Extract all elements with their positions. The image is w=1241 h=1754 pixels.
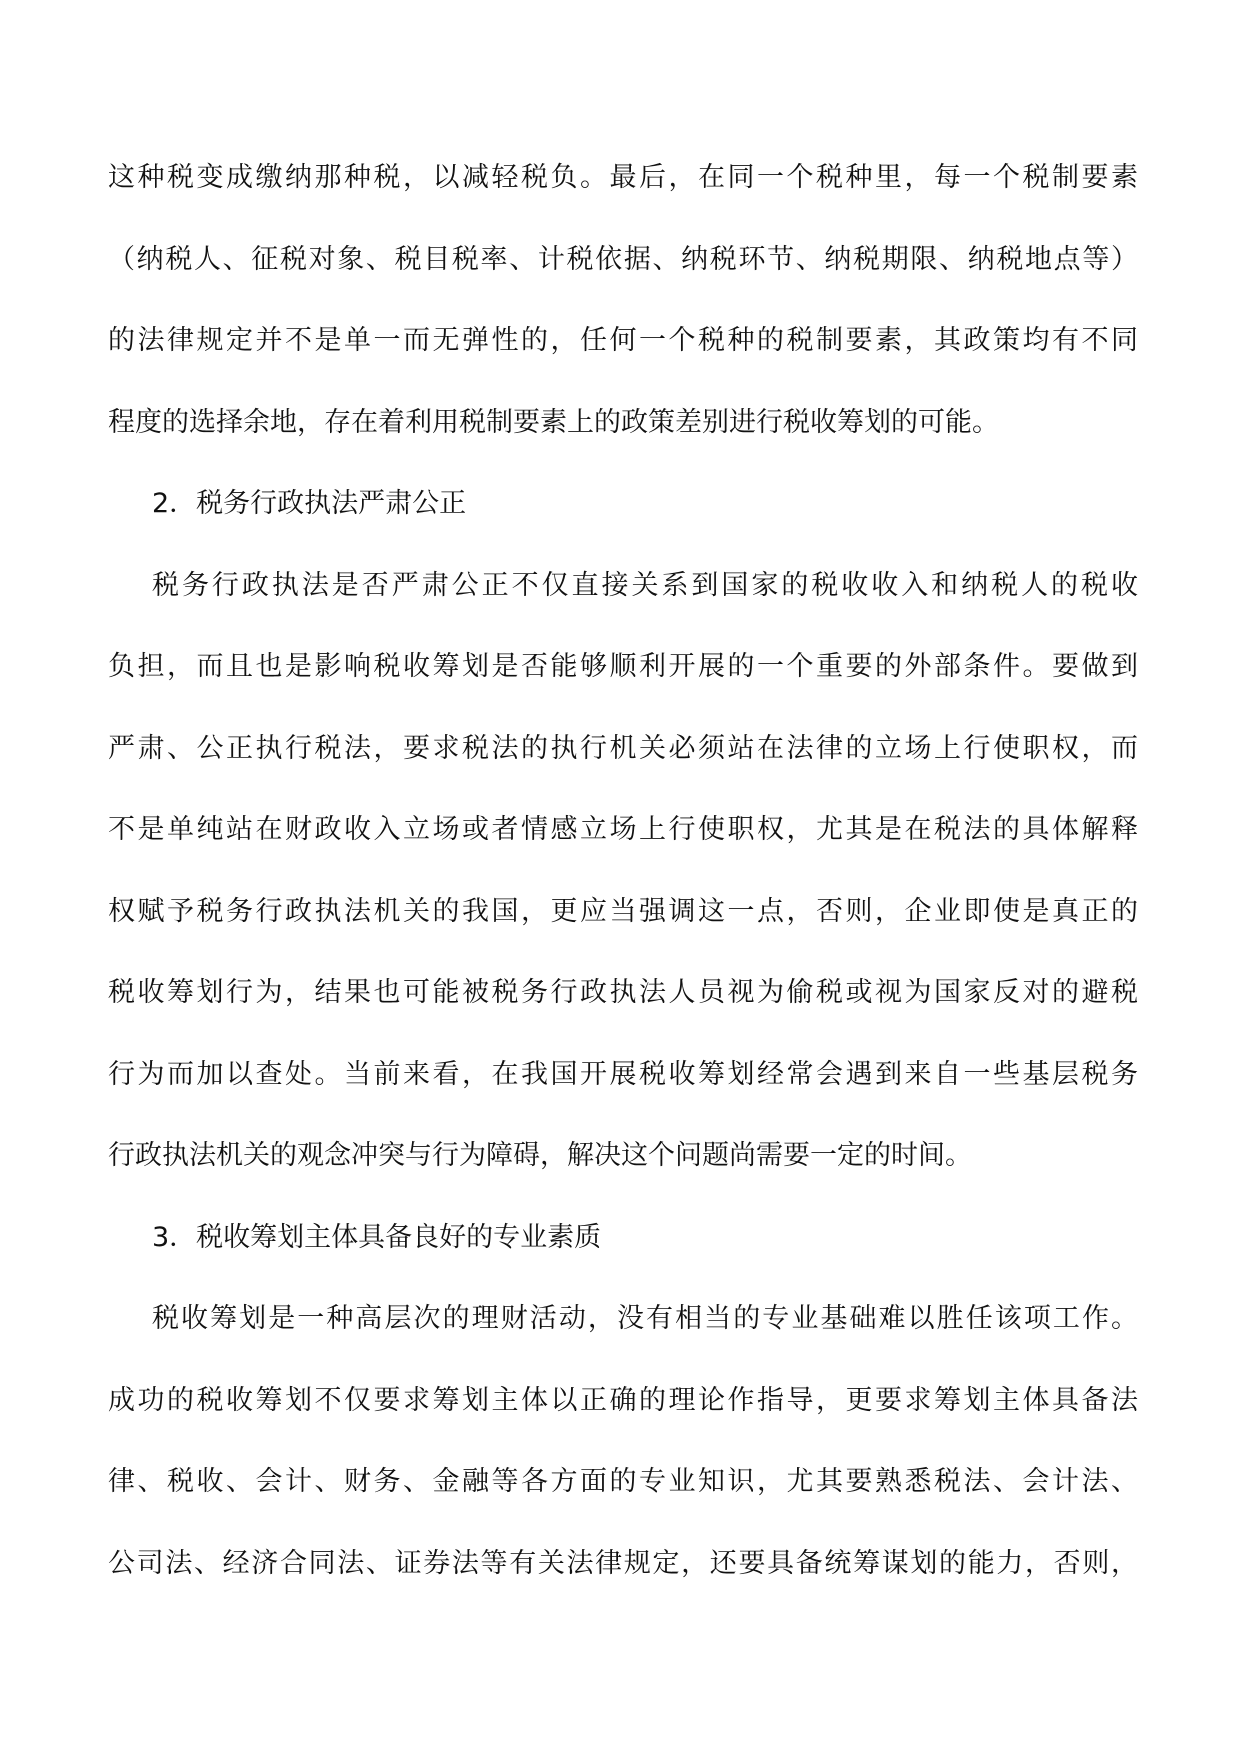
paragraph-line: 行为而加以查处。当前来看，在我国开展税收筹划经常会遇到来自一些基层税务 — [108, 1058, 1138, 1090]
paragraph-line: 成功的税收筹划不仅要求筹划主体以正确的理论作指导，更要求筹划主体具备法 — [108, 1384, 1138, 1416]
paragraph-line: 权赋予税务行政执法机关的我国，更应当强调这一点，否则，企业即使是真正的 — [108, 895, 1138, 927]
paragraph-line: 税收筹划行为，结果也可能被税务行政执法人员视为偷税或视为国家反对的避税 — [108, 977, 1138, 1008]
paragraph-line: 不是单纯站在财政收入立场或者情感立场上行使职权，尤其是在税法的具体解释 — [108, 814, 1138, 845]
paragraph-line: 的法律规定并不是单一而无弹性的，任何一个税种的税制要素，其政策均有不同 — [108, 325, 1138, 356]
paragraph-line: 律、税收、会计、财务、金融等各方面的专业知识，尤其要熟悉税法、会计法、 — [108, 1466, 1138, 1497]
paragraph-line: （纳税人、征税对象、税目税率、计税依据、纳税环节、纳税期限、纳税地点等） — [108, 243, 1138, 275]
document-body — [108, 162, 1138, 1633]
paragraph-line: 严肃、公正执行税法，要求税法的执行机关必须站在法律的立场上行使职权，而 — [108, 732, 1138, 764]
section-heading: 3．税收筹划主体具备良好的专业素质 — [152, 1221, 602, 1253]
paragraph-line: 程度的选择余地，存在着利用税制要素上的政策差别进行税收筹划的可能。 — [108, 406, 999, 438]
paragraph-line: 公司法、经济合同法、证券法等有关法律规定，还要具备统筹谋划的能力，否则， — [108, 1547, 1138, 1579]
paragraph-line: 税务行政执法是否严肃公正不仅直接关系到国家的税收收入和纳税人的税收 — [152, 569, 1138, 601]
paragraph-line: 这种税变成缴纳那种税，以减轻税负。最后，在同一个税种里，每一个税制要素 — [108, 162, 1138, 193]
paragraph-line: 税收筹划是一种高层次的理财活动，没有相当的专业基础难以胜任该项工作。 — [152, 1303, 1138, 1334]
paragraph-line: 行政执法机关的观念冲突与行为障碍，解决这个问题尚需要一定的时间。 — [108, 1140, 972, 1171]
paragraph-line: 负担，而且也是影响税收筹划是否能够顺利开展的一个重要的外部条件。要做到 — [108, 651, 1138, 682]
section-heading: 2．税务行政执法严肃公正 — [152, 488, 467, 519]
